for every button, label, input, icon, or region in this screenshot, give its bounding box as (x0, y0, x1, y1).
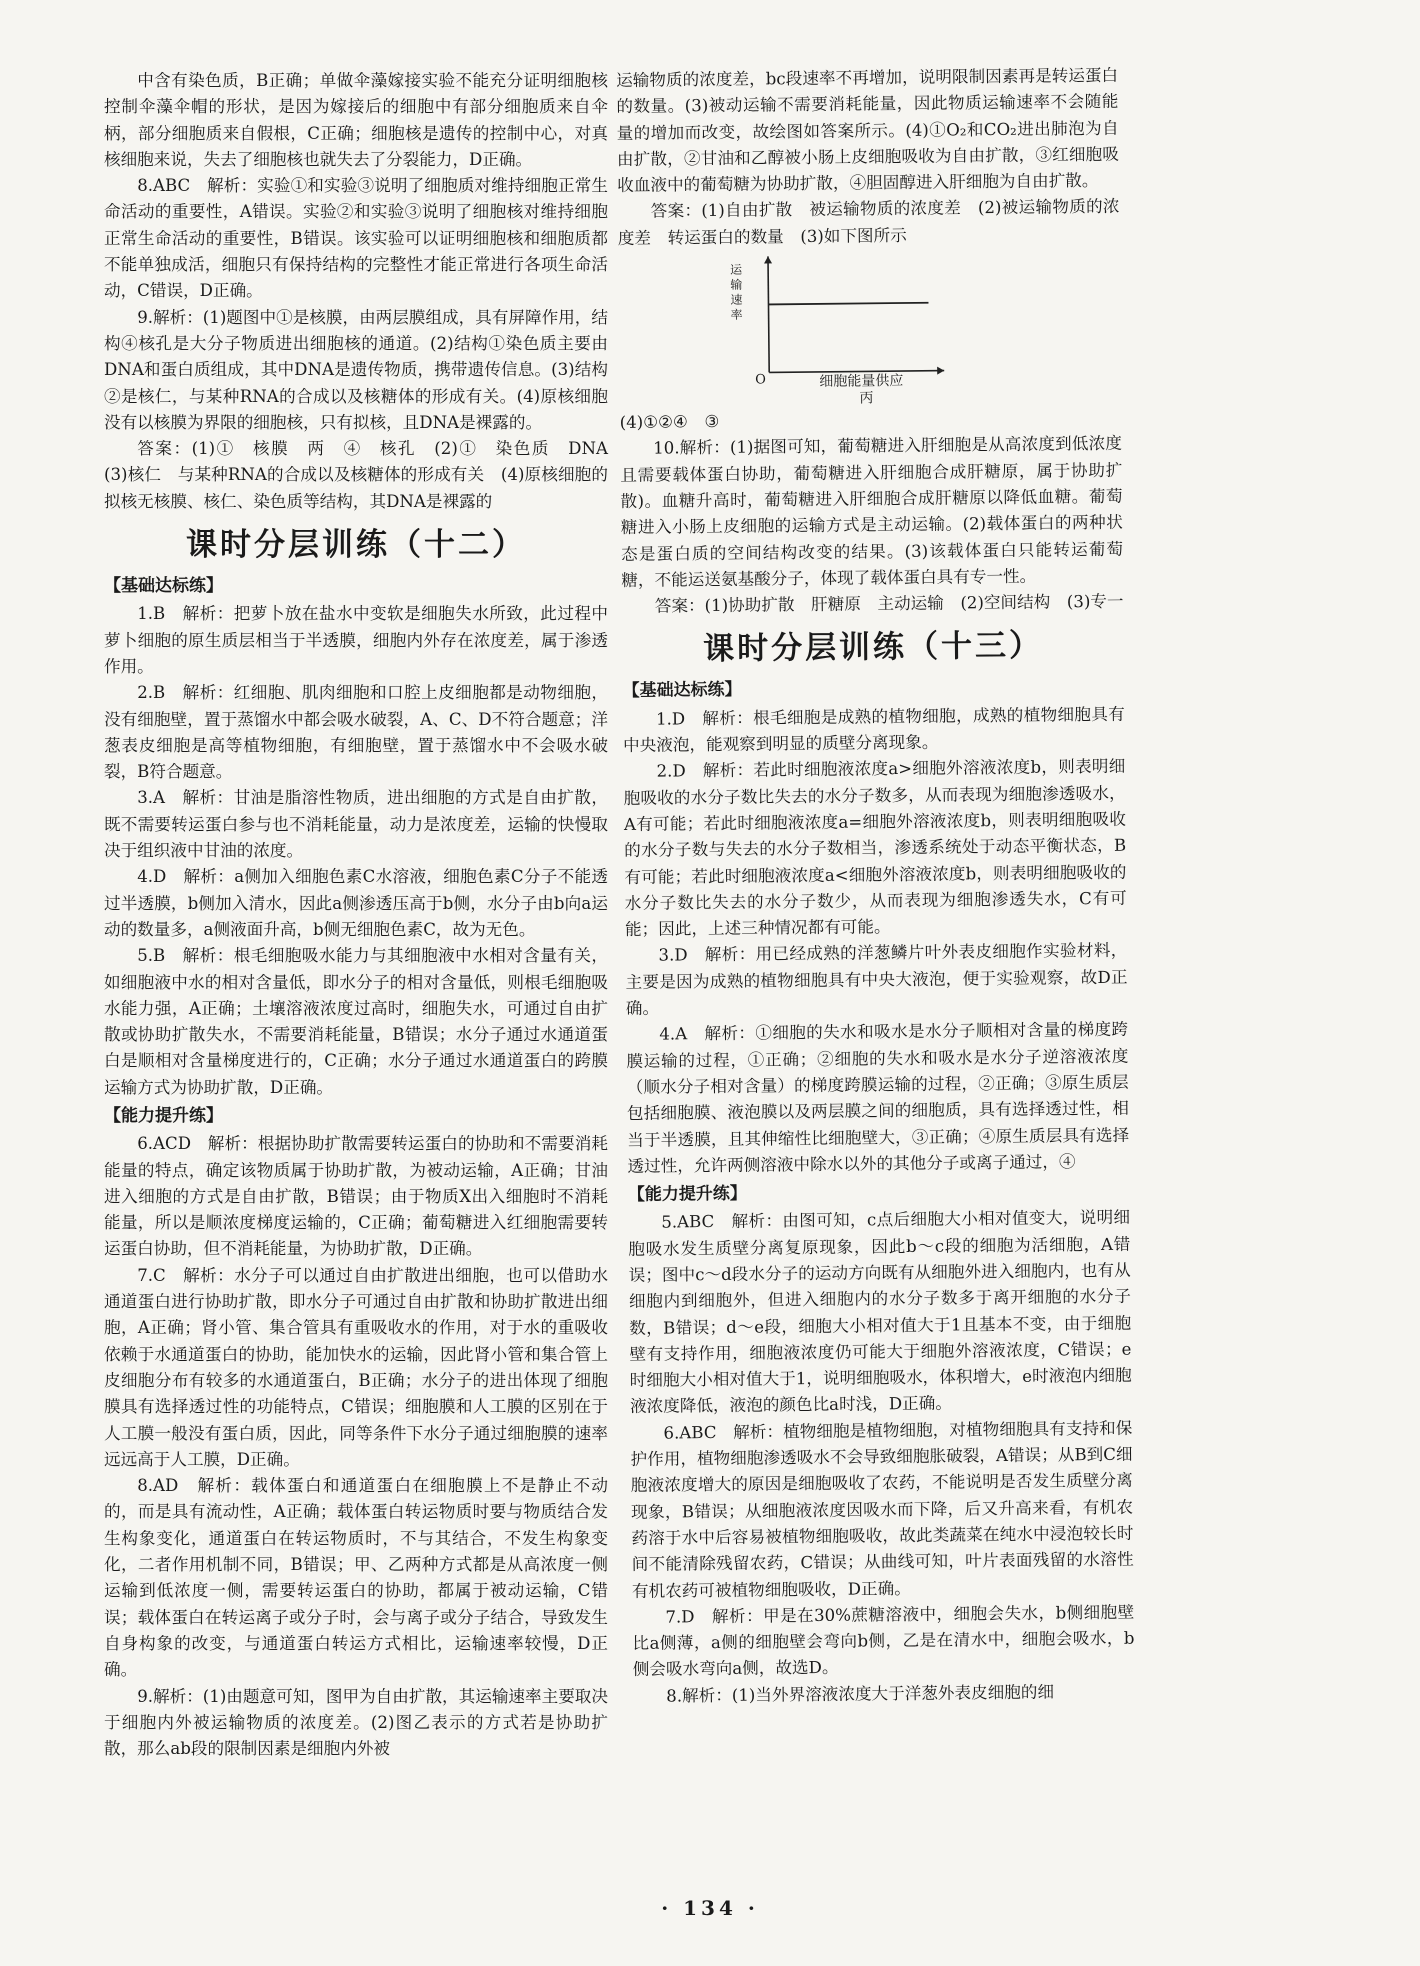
question-answer: 2.D 解析：若此时细胞液浓度a>细胞外溶液浓度b，则表明细胞吸收的水分子数比失去的水分子数多，从而表现为细胞渗透吸水，A有可能；若此时细胞液浓度a=细胞外溶液浓度b，则表明细胞吸收的水分子数与失去的水分子数相当，渗透系统处于动态平衡状态，B有可能；若此时细胞液浓度a<细胞外溶液浓度b，则表明细胞吸收的水分子数比失去的水分子数少，从而表现为细胞渗透失水，C有可能；因此，上述三种情况都有可能。 (623, 757, 1127, 940)
question-answer: 4.D 解析：a侧加入细胞色素C水溶液，细胞色素C分子不能透过半透膜，b侧加入清水，因此a侧渗透压高于b侧，水分子由b向a运动的数量多，a侧液面升高，b侧无细胞色素C，故为无色。 (104, 867, 608, 939)
question-answer: 7.D 解析：甲是在30%蔗糖溶液中，细胞会失水，b侧细胞壁比a侧薄，a侧的细胞壁会弯向b侧，乙是在清水中，细胞会吸水，b侧会吸水弯向a侧，故选D。 (632, 1602, 1135, 1680)
question-answer: 10.解析：(1)据图可知，葡萄糖进入肝细胞是从高浓度到低浓度且需要载体蛋白协助，葡萄糖进入肝细胞合成肝糖原，属于协助扩散)。血糖升高时，葡萄糖进入肝细胞合成肝糖原以降低血糖。葡萄糖进入小肠上皮细胞的运输方式是主动运输。(2)载体蛋白的两种状态是蛋白质的空间结构改变的结果。(3)该载体蛋白只能转运葡萄糖，不能运送氨基酸分子，体现了载体蛋白具有专一性。 (620, 434, 1124, 590)
y-axis (768, 256, 769, 372)
paragraph: 8.ABC 解析：实验①和实验③说明了细胞质对维持细胞正常生命活动的重要性，A错误。实验②和实验③说明了细胞核对维持细胞正常生命活动的重要性，B错误。该实验可以证明细胞核和细胞质都不能单独成活，细胞只有保持结构的完整性才能正常进行各项生命活动，C错误，D正确。 (104, 176, 608, 301)
paragraph: 9.解析：(1)题图中①是核膜，由两层膜组成，具有屏障作用，结构④核孔是大分子物质进出细胞核的通道。(2)结构①染色质主要由DNA和蛋白质组成，其中DNA是遗传物质，携带遗传信息。(3)结构②是核仁，与某种RNA的合成以及核糖体的形成有关。(4)原核细胞没有以核膜为界限的细胞核，只有拟核，且DNA是裸露的。 (104, 307, 608, 432)
graph-svg (748, 251, 949, 388)
section-label-ability: 【能力提升练】 (104, 1105, 223, 1126)
question-answer: 8.AD 解析：载体蛋白和通道蛋白在细胞膜上不是静止不动的，而是具有流动性，A正确；载体蛋白转运物质时要与物质结合发生构象变化，通道蛋白在转运物质时，不与其结合，不发生构象变化，二者作用机制不同，B错误；甲、乙两种方式都是从高浓度一侧运输到低浓度一侧，需要转运蛋白的协助，都属于被动运输，C错误；载体蛋白在转运离子或分子时，会与离子或分子结合，导致发生自身构象的改变，与通道蛋白转运方式相比，运输速率较慢，D正确。 (104, 1476, 608, 1680)
y-axis-label: 运输速率 (730, 262, 743, 322)
question-answer: 6.ACD 解析：根据协助扩散需要转运蛋白的协助和不需要消耗能量的特点，确定该物质属于协助扩散，为被动运输，A正确；甘油进入细胞的方式是自由扩散，B错误；由于物质X出入细胞时不消耗能量，所以是顺浓度梯度运输的，C正确；葡萄糖进入红细胞需要转运蛋白协助，但不消耗能量，为协助扩散，D正确。 (104, 1134, 608, 1259)
right-column (616, 63, 1137, 1896)
x-axis-arrow (937, 367, 944, 375)
question-answer: 4.A 解析：①细胞的失水和吸水是水分子顺相对含量的梯度跨膜运输的过程，①正确；②细胞的失水和吸水是水分子逆溶液浓度（顺水分子相对含量）的梯度跨膜运输的过程，②正确；③原生质层包括细胞膜、液泡膜以及两层膜之间的细胞质，具有选择透过性，相当于半透膜，且其伸缩性比细胞壁大，③正确；④原生质层具有选择透过性，允许两侧溶液中除水以外的其他分子或离子通过，④ (626, 1020, 1130, 1176)
section-label-ability: 【能力提升练】 (627, 1183, 747, 1206)
origin-label: O (755, 372, 767, 388)
x-axis (769, 371, 944, 373)
question-answer: 8.解析：(1)当外界溶液浓度大于洋葱外表皮细胞的细 (666, 1682, 1055, 1706)
paragraph: (4)①②④ ③ (619, 412, 720, 433)
question-answer: 9.解析：(1)由题意可知，图甲为自由扩散，其运输速率主要取决于细胞内外被运输物质的浓度差。(2)图乙表示的方式若是协助扩散，那么ab段的限制因素是细胞内外被 (104, 1686, 608, 1759)
page-number: · 134 · (661, 1896, 759, 1920)
paragraph: 运输物质的浓度差，bc段速率不再增加，说明限制因素再是转运蛋白的数量。(3)被动运输不需要消耗能量，因此物质运输速率不会随能量的增加而改变，故绘图如答案所示。(4)①O₂和CO₂进出肺泡为自由扩散，②甘油和乙醇被小肠上皮细胞吸收为自由扩散，③红细胞吸收血液中的葡萄糖为协助扩散，④胆固醇进入肝细胞为自由扩散。 (616, 65, 1120, 196)
question-answer: 6.ABC 解析：植物细胞是植物细胞，对植物细胞具有支持和保护作用，植物细胞渗透吸水不会导致细胞胀破裂，A错误；从B到C细胞液浓度增大的原因是细胞吸收了农药，不能说明是否发生质壁分离现象，B错误；从细胞液浓度因吸水而下降，后又升高来看，有机农药溶于水中后容易被植物细胞吸收，故此类蔬菜在纯水中浸泡较长时间不能清除残留农药，C错误；从曲线可知，叶片表面残留的水溶性有机农药可被植物细胞吸收，D正确。 (630, 1418, 1134, 1601)
question-answer: 5.ABC 解析：由图可知，c点后细胞大小相对值变大，说明细胞吸水发生质壁分离复原现象，因此b～c段的细胞为活细胞，A错误；图中c～d段水分子的运动方向既有从细胞外进入细胞内，也有从细胞内到细胞外，但进入细胞内的水分子数多于离开细胞的水分子数，B错误；d～e段，细胞大小相对值大于1且基本不变，由于细胞壁有支持作用，细胞液浓度仍可能大于细胞外溶液浓度，C错误；e时细胞大小相对值大于1，说明细胞吸水，体积增大，e时液泡内细胞液浓度降低，液泡的颜色比a时浅，D正确。 (628, 1208, 1132, 1417)
question-answer: 1.B 解析：把萝卜放在盐水中变软是细胞失水所致，此过程中萝卜细胞的原生质层相当于半透膜，细胞内外存在浓度差，属于渗透作用。 (104, 604, 608, 676)
section-title: 课时分层训练（十三） (702, 628, 1044, 668)
question-answer: 7.C 解析：水分子可以通过自由扩散进出细胞，也可以借助水通道蛋白进行协助扩散，即水分子可通过自由扩散和协助扩散进出细胞，A正确；肾小管、集合管具有重吸收水的作用，对于水的重吸收依赖于水通道蛋白的协助，能加快水的运输，因此肾小管和集合管上皮细胞分布有较多的水通道蛋白，B正确；水分子的进出体现了细胞膜具有选择透过性的功能特点，C错误；细胞膜和人工膜的区别在于人工膜一般没有蛋白质，因此，同等条件下水分子通过细胞膜的速率远远高于人工膜，D正确。 (104, 1265, 608, 1469)
question-answer: 1.D 解析：根毛细胞是成熟的植物细胞，成熟的植物细胞具有中央液泡，能观察到明显的质壁分离现象。 (622, 704, 1125, 756)
paragraph: 中含有染色质，B正确；单做伞藻嫁接实验不能充分证明细胞核控制伞藻伞帽的形状，是因为嫁接后的细胞中有部分细胞质来自伞柄，部分细胞质来自假根，C正确；细胞核是遗传的控制中心，对真核细胞来说，失去了细胞核也就失去了分裂能力，D正确。 (104, 71, 608, 169)
answer-paragraph: 答案：(1)自由扩散 被运输物质的浓度差 (2)被运输物质的浓度差 转运蛋白的数量 (3)如下图所示 (617, 197, 1120, 248)
answer-paragraph: 答案：(1)协助扩散 肝糖原 主动运输 (2)空间结构 (3)专一 (654, 591, 1124, 616)
rate-line (768, 303, 928, 305)
y-axis-arrow (764, 256, 772, 263)
left-column (104, 68, 625, 1896)
section-title: 课时分层训练（十二） (186, 527, 526, 564)
section-label-basic: 【基础达标练】 (104, 576, 223, 597)
section-label-basic: 【基础达标练】 (622, 680, 742, 702)
question-answer: 2.B 解析：红细胞、肌肉细胞和口腔上皮细胞都是动物细胞，没有细胞壁，置于蒸馏水中都会吸水破裂，A、C、D不符合题意；洋葱表皮细胞是高等植物细胞，有细胞壁，置于蒸馏水中不会吸水破裂，B符合题意。 (104, 683, 608, 782)
answer-graph (618, 249, 1122, 406)
graph-caption: 丙 (859, 390, 874, 407)
answer-paragraph: 答案：(1)① 核膜 两 ④ 核孔 (2)① 染色质 DNA (3)核仁 与某种RNA的合成以及核糖体的形成有关 (4)原核细胞的拟核无核膜、核仁、染色质等结构，其DNA是裸露的 (104, 439, 625, 511)
question-answer: 3.D 解析：用已经成熟的洋葱鳞片叶外表皮细胞作实验材料，主要是因为成熟的植物细胞具有中央大液泡，便于实验观察，故D正确。 (625, 941, 1128, 1018)
x-axis-label: 细胞能量供应 (819, 373, 904, 390)
question-answer: 5.B 解析：根毛细胞吸水能力与其细胞液中水相对含量有关，如细胞液中水的相对含量低，即水分子的相对含量低，则根毛细胞吸水能力强，A正确；土壤溶液浓度过高时，细胞失水，可通过自由扩散或协助扩散失水，不需要消耗能量，B错误；水分子通过水通道蛋白是顺相对含量梯度进行的，C正确；水分子通过水通道蛋白的跨膜运输方式为协助扩散，D正确。 (104, 946, 608, 1097)
question-answer: 3.A 解析：甘油是脂溶性物质，进出细胞的方式是自由扩散，既不需要转运蛋白参与也不消耗能量，动力是浓度差，运输的快慢取决于组织液中甘油的浓度。 (104, 788, 608, 861)
